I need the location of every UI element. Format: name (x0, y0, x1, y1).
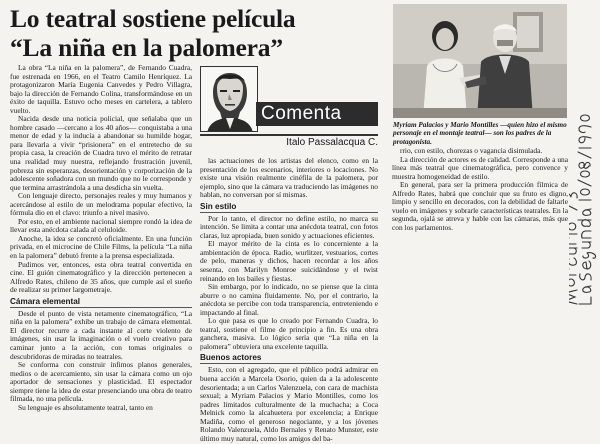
film-still-photo (393, 4, 567, 118)
column-label: Comenta (256, 102, 378, 126)
body-paragraph: El mayor mérito de la cinta es lo concerniente a la ambientación de época. Radio, wurlitzer, vestuarios, cortes de pelo, maneras y dichos, hacen recordar a los años sesenta, con Marilyn Monroe suicidándose y el twist reinando en los bailes y fiestas. (200, 239, 378, 283)
body-paragraph: Pudimos ver, entonces, esta obra teatral convertida en cine. El guión cinematográfico y la dirección pertenecen a Alfredo Rates, chileno de 35 años, que cumple así el sueño de realizar su primer largometraje. (10, 259, 192, 295)
author-portrait (200, 66, 258, 132)
handwritten-annotation (569, 8, 597, 308)
section-subheading: Buenos actores (200, 352, 378, 364)
headline-line-2: “La niña en la palomera” (10, 33, 283, 62)
body-paragraph: La obra “La niña en la palomera”, de Fernando Cuadra, fue estrenada en 1966, en el Teatro Camilo Henríquez. La protagonizaron María Eugenia Canvedes y Pedro Villagra, bajo la dirección de Fernando Colina, transformándose en un éxito de taquilla. Estuvo ocho meses en cartelera, a tablero vuelto. (10, 63, 192, 115)
body-paragraph: Su lenguaje es absolutamente teatral, tanto en (18, 402, 153, 412)
body-paragraph: Con lenguaje directo, personajes reales y muy humanos y acercándose al estilo de un melodrama popular efectivo, la fórmula dio en el clavo: triunfo a nivel masivo. (10, 191, 192, 218)
body-paragraph: Sin embargo, por lo indicado, no se piense que la cinta aburre o no camina fluidamente. No, por el contrario, la anécdota se percibe con toda transparencia, entreteniendo e impactando al final. (200, 282, 378, 317)
author-name: Italo Passalacqua C. (286, 137, 378, 148)
body-paragraph: Desde el punto de vista netamente cinematográfico, “La niña en la palomera” exhibe un trabajo de cámara elemental. El director recurre a cada instante al corte violento de imágenes, sin usar la imaginación o el vuelo creativo para caminar junto a la acción, con tomas originales o descubridoras de miradas no teatrales. (10, 308, 192, 361)
handwriting-drawing (569, 8, 597, 308)
body-paragraph: La dirección de actores es de calidad. Corresponde a una línea más teatral que cinematográfica, pero convence y muestra homogeneidad de estilo. (392, 154, 568, 181)
body-paragraph: Nacida desde una noticia policial, que señalaba que un hombre casado —cercano a los 40 años— conquistaba a una menor de edad y la inducía a abandonar su humilde hogar, para llevarla a vivir “prisionera” en el entretecho de su propia casa, la creación de Cuadra tuvo el mérito de retratar una realidad muy nuestra, reflejando frustración juvenil, pobreza sin esperanzas, desorientación y corporización de la adolescente soñadora con un mundo que no le corresponde y que termina arrastrándola a una desdicha sin vuelta. (10, 114, 192, 192)
section-subheading: Sin estilo (200, 201, 378, 213)
body-paragraph: las actuaciones de los artistas del elenco, como en la presentación de los escenarios, interiores o locaciones. No existe una visión realmente cinéfila de la palomera, por ejemplo, sino que la cámara va traduciendo las imágenes no hablan, no conversan por sí mismas. (200, 156, 378, 200)
article-column-2 (200, 157, 378, 443)
headline-line-1: Lo teatral sostiene película (10, 4, 296, 33)
section-subheading: Cámara elemental (10, 296, 192, 308)
photo-drawing (393, 4, 567, 118)
body-paragraph: Lo que pasa es que lo creado por Fernando Cuadra, lo teatral, sostiene el filme de principio a fin. Es una obra ganchera, masiva. Lo lógico sería que “La niña en la palomera” obtuviera una excelente taquilla. (200, 316, 378, 351)
body-paragraph: En general, para ser la primera producción fílmica de Alfredo Rates, habrá que concluir que su fruto es digno, limpio y sencillo en decorados, con la debilidad de faltarle vuelo en imágenes y sobrarle características teatrales. En la segunda, ojalá se atreva y hable con las cámaras, más que con los parlamentos. (392, 180, 568, 232)
portrait-drawing (201, 67, 258, 132)
author-box (200, 64, 378, 152)
body-paragraph: Anoche, la idea se concretó oficialmente. En una función privada, en el microcine de Chile Films, la película “La niña en la palomera” debutó frente a la prensa especializada. (10, 233, 192, 261)
article-column-3 (392, 147, 568, 232)
article-column-1 (10, 64, 192, 412)
photo-caption: Myriam Palacios y Mario Montilles —quien hizo el mismo personaje en el montaje teatral— son los padres de la protagonista. (393, 121, 567, 146)
body-paragraph: rrio, con estilo, chorezas o vagancia disimulada. (400, 146, 543, 155)
body-paragraph: Por esto, en el ambiente nacional siempre rondó la idea de llevar esta anécdota calada al celuloide. (10, 216, 192, 235)
body-paragraph: Esto, con el agregado, que el público podrá admirar en buena acción a Marcela Osorio, quien da a la adolescente desorientada; a un Carlos Valenzuela, con cara de machista sexual; a Myriam Palacios y Mario Montilles, como los padres limitados culturalmente de la muchacha; a Coca Melnick como la alcahuetera por excelencia; a Enrique Madiña, como el generoso negociante, y a los jóvenes Rolando Valenzuela, Aldo Bernales y Renato Munster, este último muy natural, como los amigos del ba- (200, 365, 378, 443)
body-paragraph: Por lo tanto, el director no define estilo, no marca su intención. Se limita a contar una anécdota teatral, con fotos claras, luz apropiada, buen sonido y actuaciones eficientes. (200, 213, 378, 240)
body-paragraph: Se conforma con construir ínfimos planos generales, medios o de acercamiento, sin usar la cámara como un ojo aportador de sensaciones y plasticidad. El espectador siempre tiene la idea de estar presenciando una obra de teatro filmada, no una película. (10, 360, 192, 404)
headline (10, 4, 380, 62)
author-divider (200, 134, 378, 136)
